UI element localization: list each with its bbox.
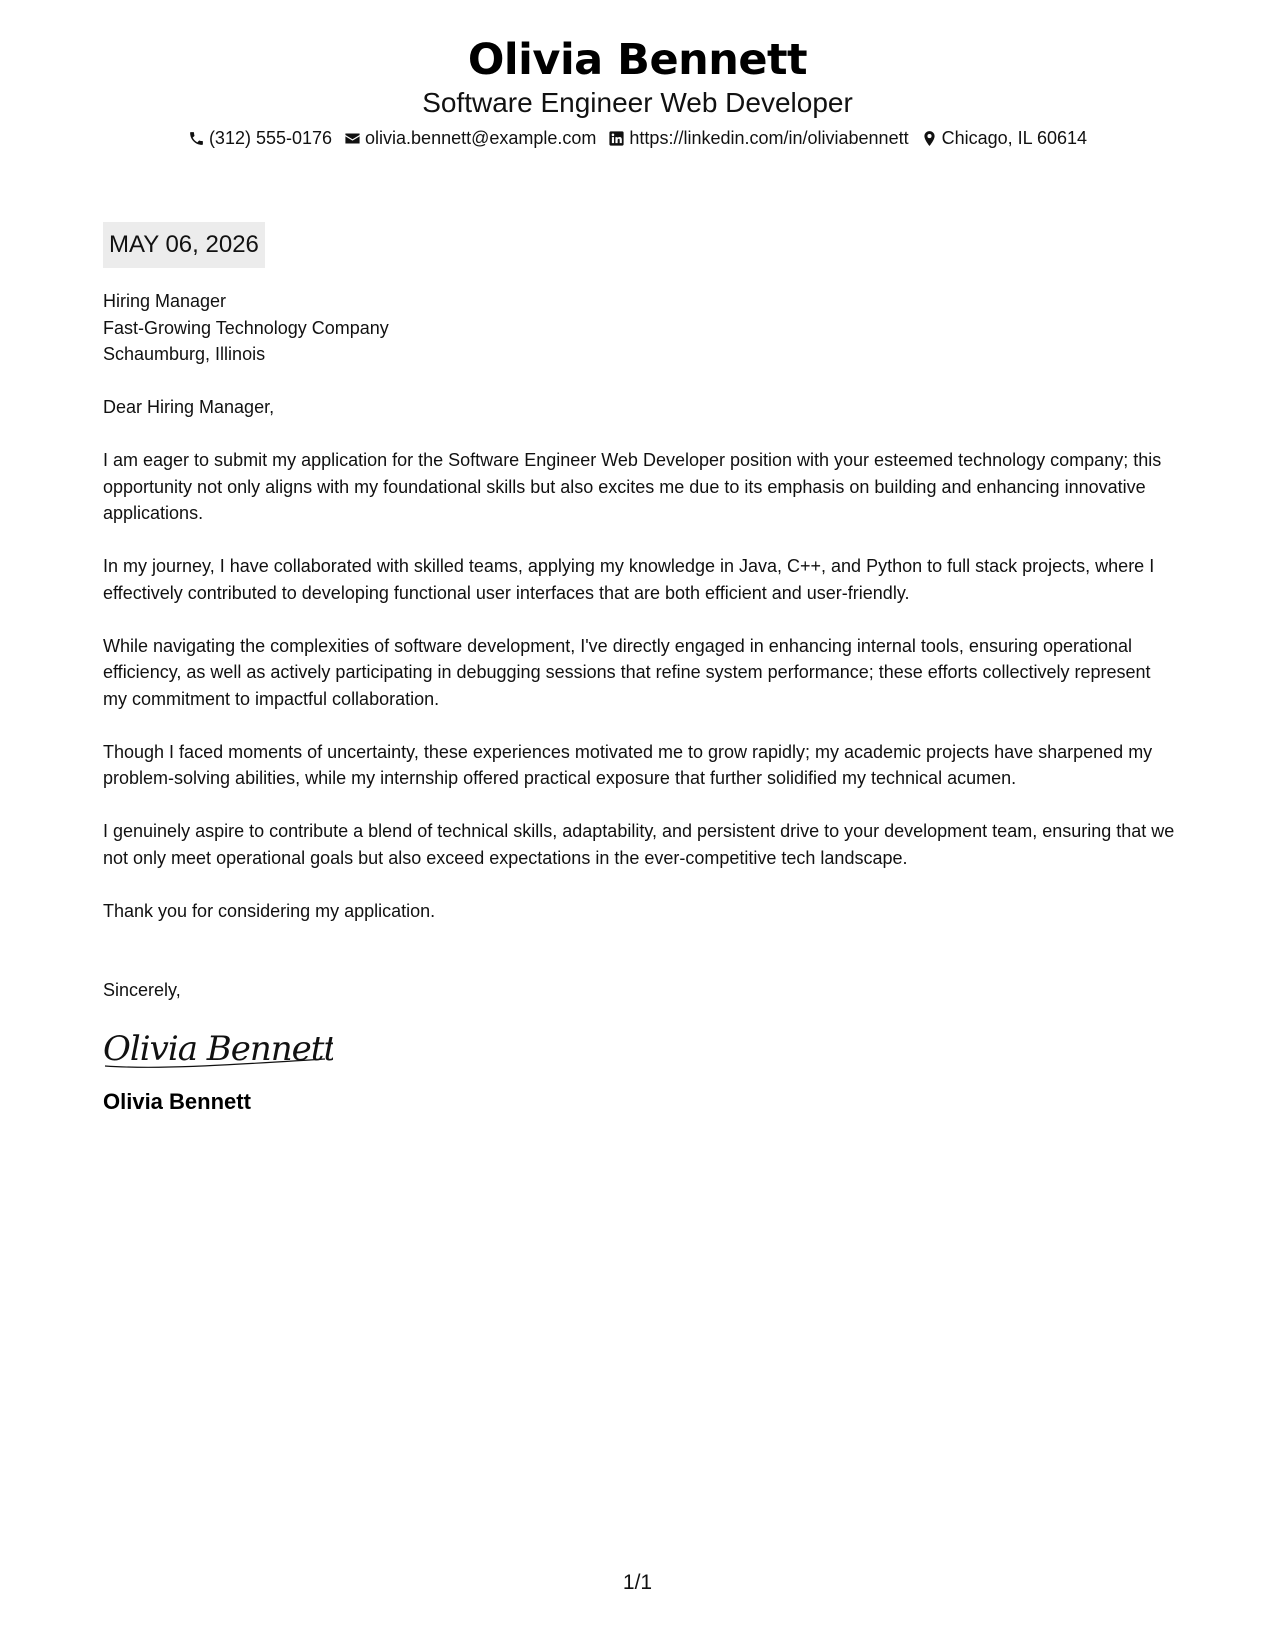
email-address[interactable]: olivia.bennett@example.com — [365, 128, 597, 148]
contact-linkedin[interactable] — [608, 126, 908, 150]
body-paragraph: I genuinely aspire to contribute a blend of technical skills, adaptability, and persistent drive to your development team, ensuring that we not only meet operational goals but also exceed expectations in the ever-competitive tech landscape. — [103, 821, 1175, 868]
body-paragraph: Though I faced moments of uncertainty, these experiences motivated me to grow rapidly; my academic projects have sharpened my problem-solving abilities, while my internship offered practical exposure that further solidified my technical acumen. — [103, 741, 1153, 788]
handwritten-signature — [103, 1026, 333, 1074]
envelope-icon — [344, 130, 361, 147]
location-text: Chicago, IL 60614 — [941, 128, 1088, 148]
contact-row — [0, 126, 1275, 150]
recipient-location: Schaumburg, Illinois — [103, 344, 266, 364]
map-pin-icon — [921, 130, 938, 147]
body-paragraph: Thank you for considering my application. — [103, 900, 436, 921]
signature-graphic — [103, 1026, 333, 1074]
letter-header — [0, 34, 1275, 150]
closing: Sincerely, — [103, 980, 181, 1000]
body-paragraph: In my journey, I have collaborated with skilled teams, applying my knowledge in Java, C++, and Python to full stack projects, where I effectively contributed to developing functional user interfaces that are both efficient and user-friendly. — [103, 556, 1155, 603]
linkedin-url[interactable]: https://linkedin.com/in/oliviabennett — [629, 128, 909, 148]
applicant-name: Olivia Bennett — [467, 35, 808, 85]
contact-phone — [188, 126, 332, 150]
recipient-company: Fast-Growing Technology Company — [103, 317, 389, 338]
contact-location — [921, 126, 1087, 150]
recipient-title: Hiring Manager — [103, 291, 227, 311]
body-paragraph: I am eager to submit my application for the Software Engineer Web Developer position with your esteemed technology company; this opportunity not only aligns with my foundational skills but also excites me due to its emphasis on building and enhancing innovative applications. — [103, 450, 1162, 523]
page-number: 1/1 — [622, 1571, 653, 1594]
phone-number: (312) 555-0176 — [208, 128, 333, 148]
contact-email[interactable] — [344, 126, 596, 150]
letter-body — [103, 288, 1178, 1116]
body-paragraph: While navigating the complexities of software development, I've directly engaged in enhancing internal tools, ensuring operational efficiency, as well as actively participating in debugging sessions that refine system performance; these efforts collectively represent my commitment to impactful collaboration. — [103, 635, 1151, 709]
letter-date: MAY 06, 2026 — [103, 222, 265, 268]
signer-name: Olivia Bennett — [103, 1088, 251, 1114]
linkedin-icon — [608, 130, 625, 147]
applicant-role: Software Engineer Web Developer — [422, 87, 853, 118]
phone-icon — [188, 130, 205, 147]
signature-lettering: Olivia Bennett — [103, 1028, 333, 1069]
salutation: Dear Hiring Manager, — [103, 397, 275, 417]
recipient-block — [103, 288, 1178, 368]
